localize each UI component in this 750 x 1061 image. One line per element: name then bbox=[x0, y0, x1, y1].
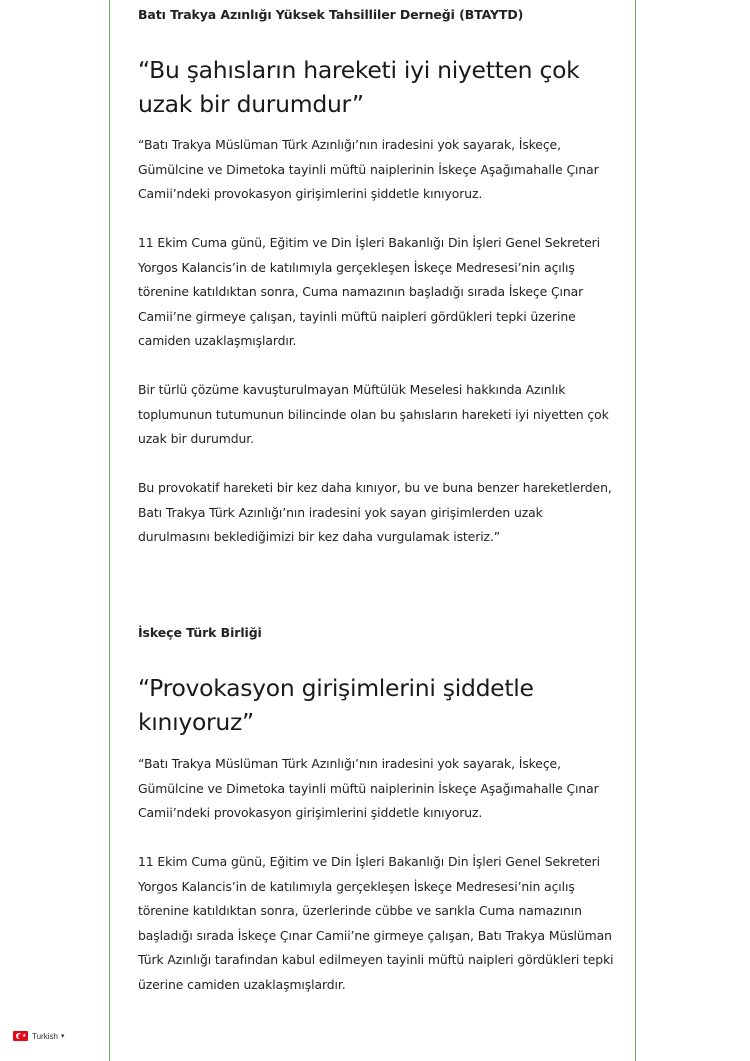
statement-body-1 bbox=[138, 133, 616, 574]
turkey-flag-icon: ★ bbox=[13, 1031, 28, 1041]
paragraph: “Batı Trakya Müslüman Türk Azınlığı’nın iradesini yok sayarak, İskeçe, Gümülcine ve Dimetoka tayinli müftü naiplerinin İskeçe Aşağımahalle Çınar Camii’ndeki provokasyon girişimlerini şiddetle kınıyoruz. bbox=[138, 756, 599, 820]
paragraph: Bir türlü çözüme kavuşturulmayan Müftülük Meselesi hakkında Azınlık toplumunun tutumunun bilincinde olan bu şahısların hareketi iyi niyetten çok uzak bir durumdur. bbox=[138, 382, 609, 446]
statement-heading-1: “Bu şahısların hareketi iyi niyetten çok uzak bir durumdur” bbox=[138, 56, 580, 118]
organization-name-2: İskeçe Türk Birliği bbox=[138, 625, 262, 640]
paragraph: 11 Ekim Cuma günü, Eğitim ve Din İşleri Bakanlığı Din İşleri Genel Sekreteri Yorgos Kalancis’in de katılımıyla gerçekleşen İskeçe Medresesi’nin açılış törenine katıldıktan sonra, üzerlerinde cübbe ve sarıkla Cuma namazının başladığı sırada İskeçe Çınar Camii’ne girmeye çalışan, Batı Trakya Müslüman Türk Azınlığı tarafından kabul edilmeyen tayinli müftü naipleri gördükleri tepki üzerine camiden uzaklaşmışlardır. bbox=[138, 854, 614, 992]
language-label: Turkish bbox=[32, 1031, 58, 1041]
paragraph: Bu provokatif hareketi bir kez daha kınıyor, bu ve buna benzer hareketlerden, Batı Trakya Türk Azınlığı’nın iradesini yok sayan girişimlerden uzak durulmasını beklediğimizi bir kez daha vurgulamak isteriz.” bbox=[138, 480, 612, 544]
paragraph: 11 Ekim Cuma günü, Eğitim ve Din İşleri Bakanlığı Din İşleri Genel Sekreteri Yorgos Kalancis’in de katılımıyla gerçekleşen İskeçe Medresesi’nin açılış törenine katıldıktan sonra, Cuma namazının başladığı sırada İskeçe Çınar Camii’ne girmeye çalışan, tayinli müftü naipleri gördükleri tepki üzerine camiden uzaklaşmışlardır. bbox=[138, 235, 600, 348]
statement-body-2 bbox=[138, 752, 616, 1022]
statement-heading-2: “Provokasyon girişimlerini şiddetle kınıyoruz” bbox=[138, 674, 534, 736]
language-selector[interactable] bbox=[13, 1031, 64, 1041]
organization-name-1: Batı Trakya Azınlığı Yüksek Tahsilliler Derneği (BTAYTD) bbox=[138, 7, 524, 22]
paragraph: “Batı Trakya Müslüman Türk Azınlığı’nın iradesini yok sayarak, İskeçe, Gümülcine ve Dimetoka tayinli müftü naiplerinin İskeçe Aşağımahalle Çınar Camii’ndeki provokasyon girişimlerini şiddetle kınıyoruz. bbox=[138, 137, 599, 201]
chevron-down-icon: ▾ bbox=[60, 1033, 65, 1040]
